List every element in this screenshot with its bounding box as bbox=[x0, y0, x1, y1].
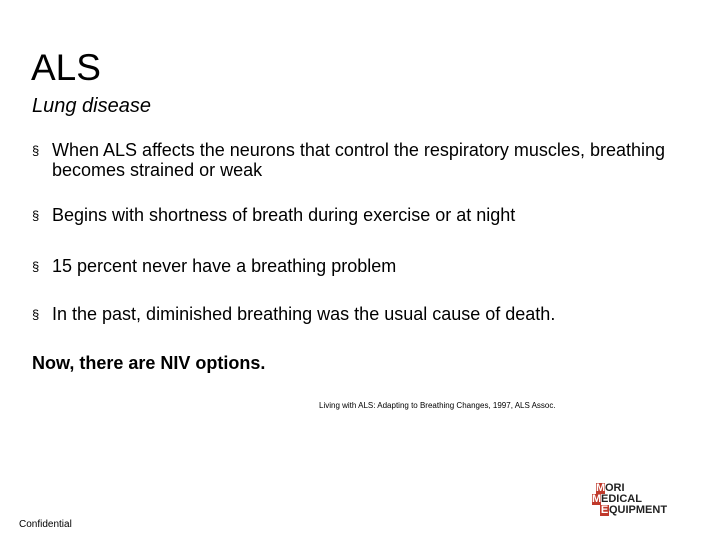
citation: Living with ALS: Adapting to Breathing Changes, 1997, ALS Assoc. bbox=[319, 401, 556, 410]
bullet-item bbox=[32, 304, 692, 324]
closing-statement: Now, there are NIV options. bbox=[32, 353, 266, 373]
bullet-marker-icon: § bbox=[32, 208, 40, 223]
logo-rest: QUIPMENT bbox=[609, 504, 668, 516]
logo-rest: EDICAL bbox=[601, 493, 642, 505]
logo-line-equipment bbox=[600, 505, 667, 516]
bullet-text: When ALS affects the neurons that control the respiratory muscles, breathing becomes strained or weak bbox=[52, 140, 666, 180]
bullet-text: Begins with shortness of breath during exercise or at night bbox=[52, 205, 516, 225]
bullet-item bbox=[32, 205, 692, 225]
bullet-item bbox=[32, 256, 692, 276]
bullet-marker-icon: § bbox=[32, 307, 40, 322]
bullet-item bbox=[32, 140, 692, 180]
slide-subtitle: Lung disease bbox=[32, 95, 151, 117]
logo-cap: M bbox=[592, 493, 602, 505]
logo-rest: ORI bbox=[605, 482, 625, 494]
bullet-text: 15 percent never have a breathing problem bbox=[52, 256, 397, 276]
company-logo bbox=[592, 482, 682, 518]
footer-confidential: Confidential bbox=[19, 519, 72, 530]
bullet-marker-icon: § bbox=[32, 143, 40, 158]
slide-title: ALS bbox=[31, 47, 101, 88]
logo-cap: M bbox=[596, 482, 606, 494]
bullet-marker-icon: § bbox=[32, 259, 40, 274]
bullet-text: In the past, diminished breathing was the usual cause of death. bbox=[52, 304, 556, 324]
logo-cap: E bbox=[600, 504, 609, 516]
